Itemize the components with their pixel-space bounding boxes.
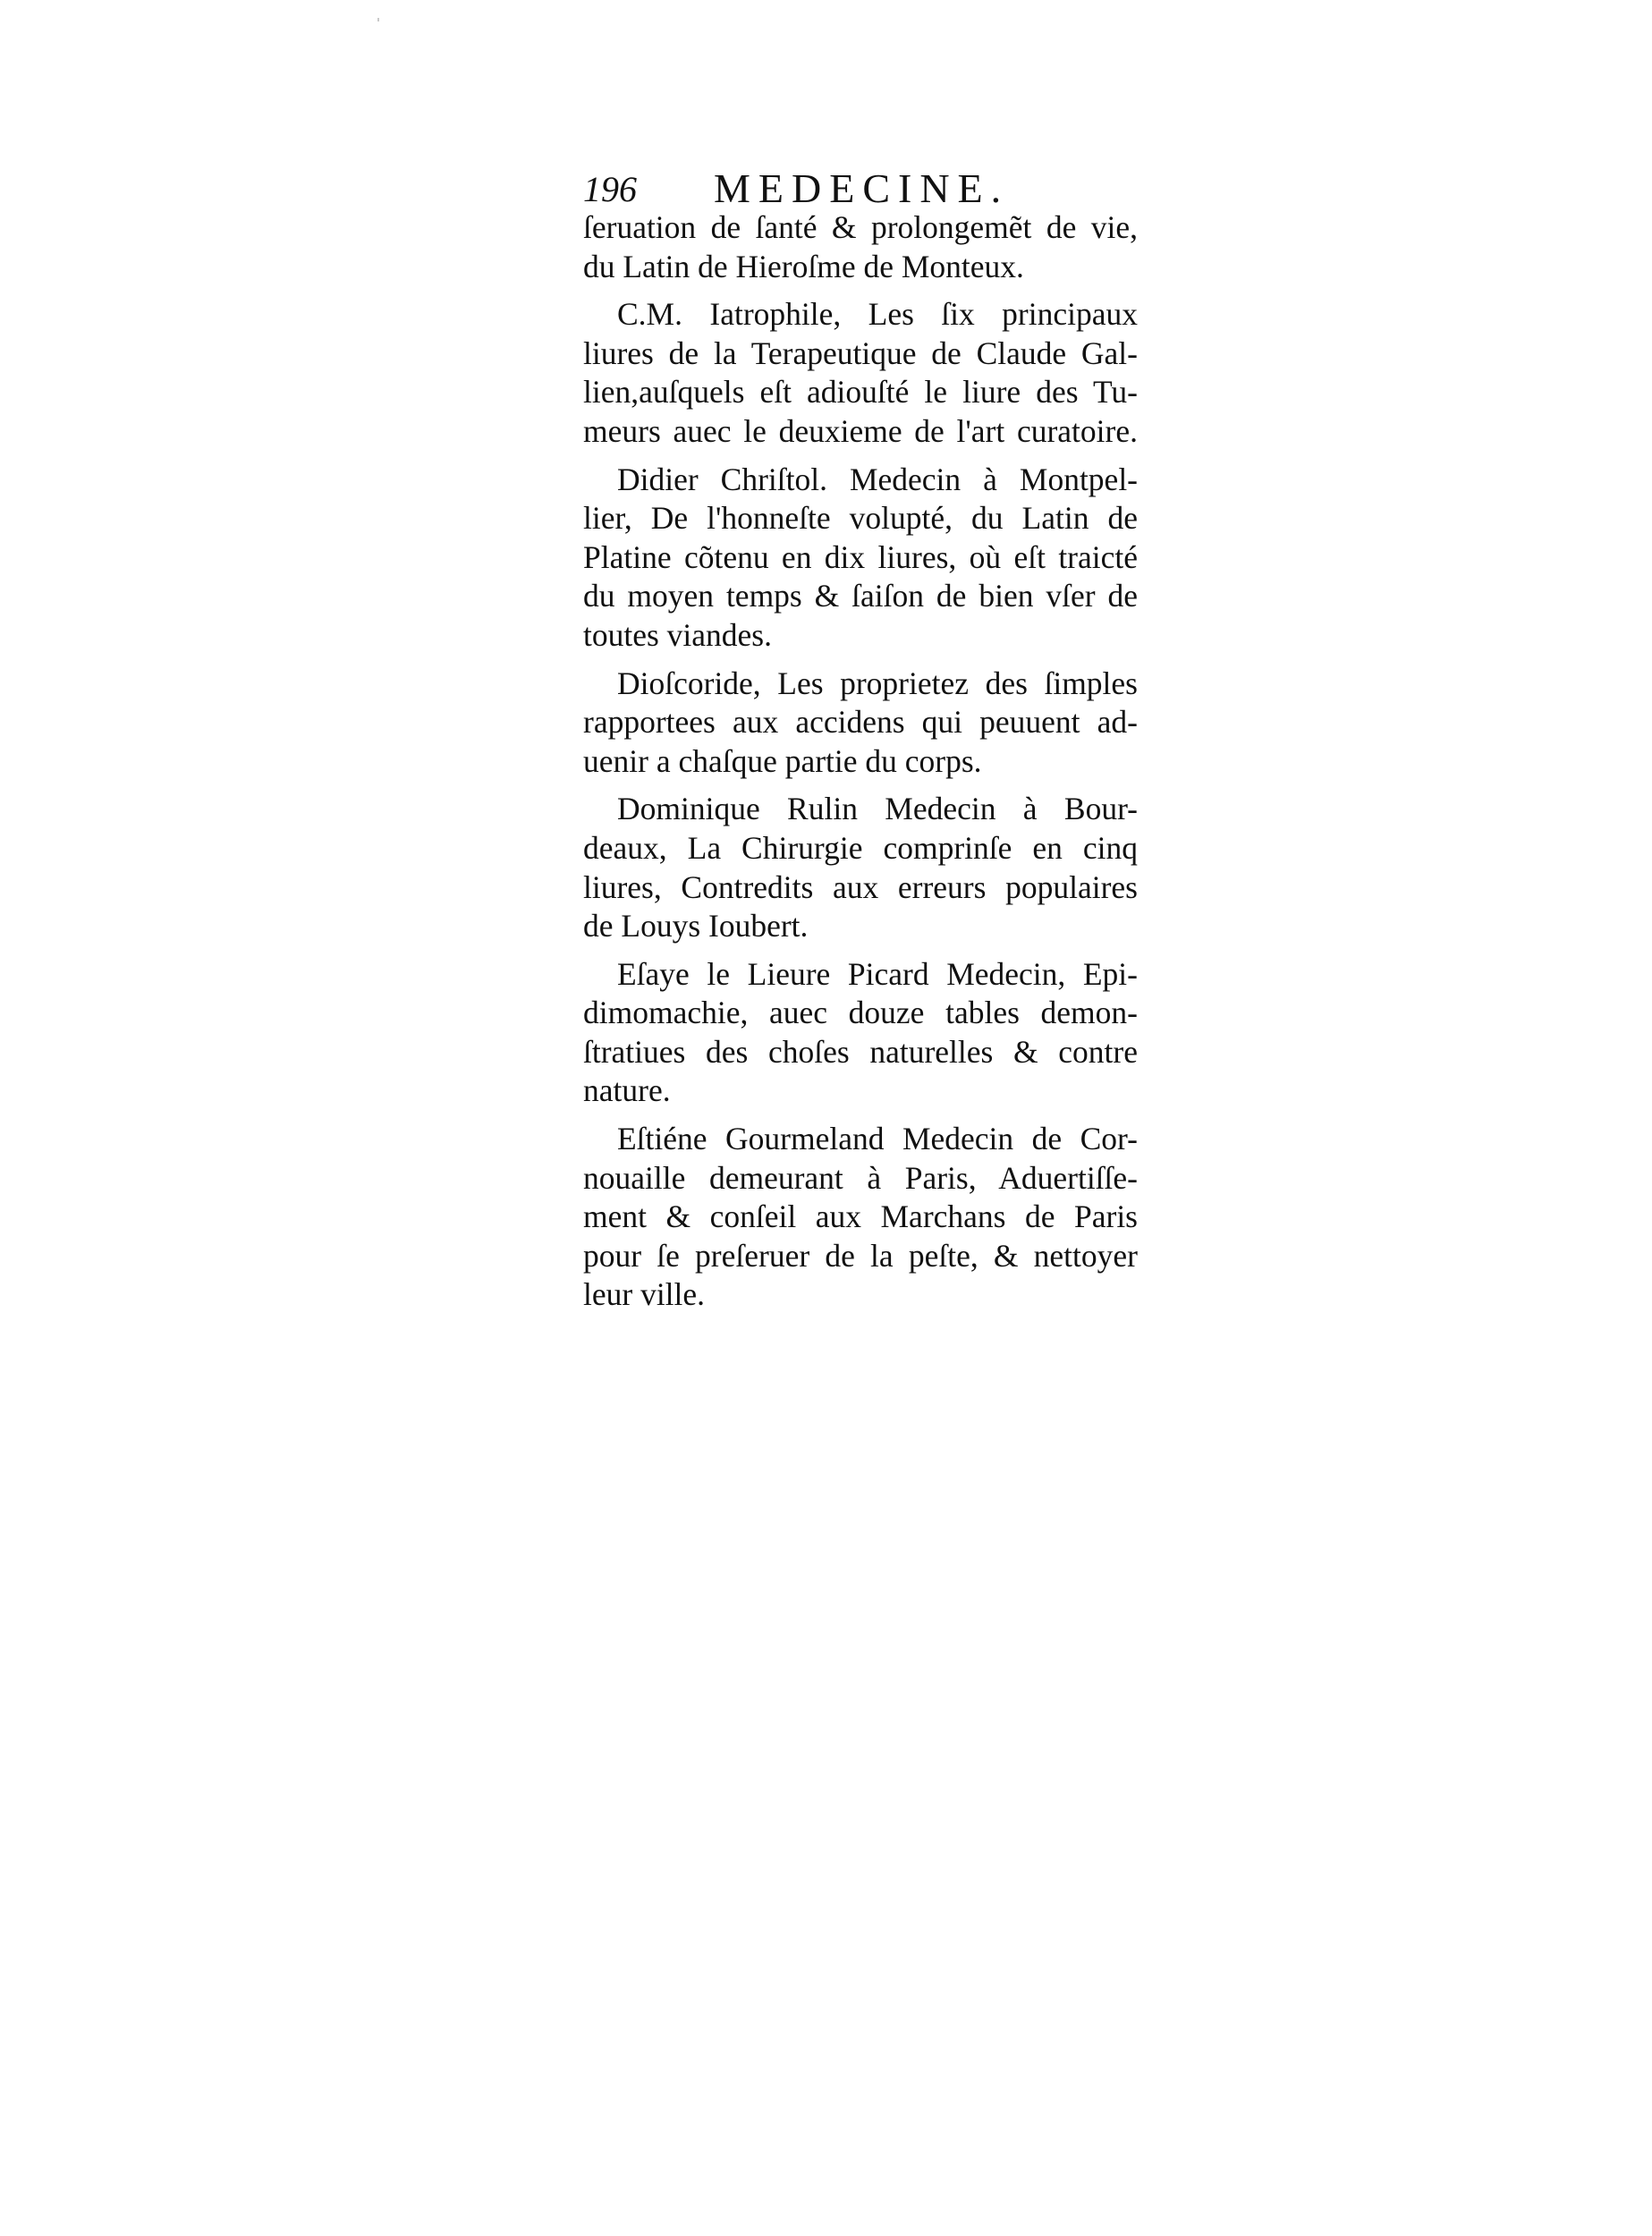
text-line: lien,auſquels eſt adiouſté le liure des Tu- [583,374,1138,411]
text-line: Dominique Rulin Medecin à Bour- [617,791,1138,827]
text-line: leur ville. [583,1276,706,1313]
text-line: Eſtiéne Gourmeland Medecin de Cor- [617,1121,1138,1157]
entry-iatrophile [583,295,1138,451]
text-line: Eſaye le Lieure Picard Medecin, Epi- [617,955,1138,992]
text-line: du moyen temps & ſaiſon de bien vſer de [583,578,1138,614]
text-line: du Latin de Hieroſme de Monteux. [583,248,1024,284]
entry-rulin [583,790,1138,945]
entry-gourmeland [583,1120,1138,1315]
entry-dioscoride [583,665,1138,782]
text-block [583,208,1138,1324]
text-line: lier, De l'honneſte volupté, du Latin de [583,500,1138,537]
running-head: MEDECINE. [714,165,1010,211]
paper-speck [377,18,379,21]
text-line: Dioſcoride, Les proprietez des ſimples [617,665,1138,701]
text-line: Didier Chriſtol. Medecin à Montpel- [617,461,1138,497]
text-line: ment & conſeil aux Marchans de Paris [583,1198,1138,1235]
text-line: uenir a chaſque partie du corps. [583,742,982,779]
text-line: de Louys Ioubert. [583,908,809,944]
text-line: pour ſe preſeruer de la peſte, & nettoyer [583,1237,1138,1274]
entry-continuation [583,208,1138,286]
entry-picard [583,955,1138,1111]
text-line: ſtratiues des choſes naturelles & contre [583,1033,1138,1070]
text-line: dimomachie, auec douze tables demon- [583,995,1138,1031]
text-line: ſeruation de ſanté & prolongemẽt de vie, [583,209,1138,245]
text-line: C.M. Iatrophile, Les ſix principaux [617,296,1138,333]
text-line: toutes viandes. [583,616,772,653]
text-line: rapportees aux accidens qui peuuent ad- [583,704,1138,741]
text-line: nouaille demeurant à Paris, Aduertiſſe- [583,1159,1138,1196]
text-line: liures, Contredits aux erreurs populaires [583,868,1138,905]
page-number: 196 [583,169,637,209]
text-line: deaux, La Chirurgie comprinſe en cinq [583,829,1138,866]
text-line: liures de la Terapeutique de Claude Gal- [583,335,1138,371]
entry-christol [583,461,1138,656]
text-line: nature. [583,1072,671,1109]
text-line: meurs auec le deuxieme de l'art curatoire. [583,412,1138,449]
text-line: Platine cõtenu en dix liures, où eſt traicté [583,538,1138,575]
